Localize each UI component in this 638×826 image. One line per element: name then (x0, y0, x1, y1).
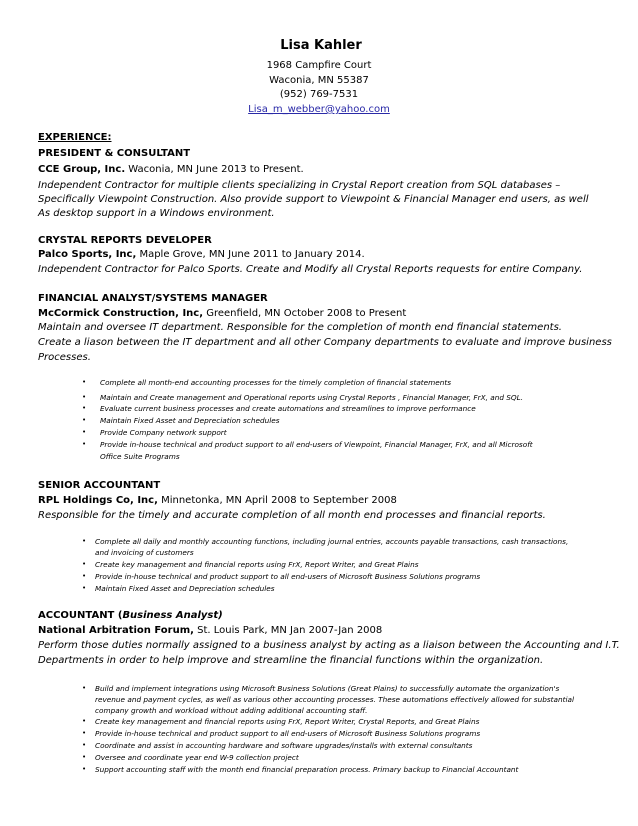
bullet-icon: • (82, 717, 87, 725)
bullet-item: Provide in-house technical and product support to all end-users of Microsoft Business Solutions programs (95, 572, 481, 581)
job-company: CCE Group, Inc. (38, 164, 126, 175)
job-company: RPL Holdings Co, Inc, (38, 495, 158, 506)
job-description: Specifically Viewpoint Construction. Also provide support to Viewpoint & Financial Manager end users, as well (38, 194, 589, 205)
bullet-item: Complete all month-end accounting processes for the timely completion of financial statements (100, 378, 452, 387)
job-description: Perform those duties normally assigned to a business analyst by acting as a liaison between the Accounting and I.T. (38, 640, 620, 651)
job-description: Processes. (38, 352, 91, 363)
job-title-italic: Business Analyst) (122, 610, 223, 621)
job-description: Maintain and oversee IT department. Responsible for the completion of month end financial statements. (38, 322, 562, 333)
bullet-icon: • (82, 428, 87, 436)
bullet-item: Provide in-house technical and product support to all end-users of Viewpoint, Financial Manager, FrX, and all Microsoft (100, 440, 533, 449)
email-line (0, 104, 638, 115)
bullet-item: Evaluate current business processes and create automations and streamlines to improve performance (100, 404, 476, 413)
job-company: McCormick Construction, Inc, (38, 308, 204, 319)
phone-line: (952) 769-7531 (279, 89, 359, 100)
bullet-item: Build and implement integrations using Microsoft Business Solutions (Great Plains) to successfully automate the organization's (95, 684, 560, 693)
job-title-text: ACCOUNTANT ( (38, 610, 123, 621)
bullet-item-continued: and invoicing of customers (95, 548, 194, 557)
job-title: FINANCIAL ANALYST/SYSTEMS MANAGER (38, 293, 268, 304)
address-line: 1968 Campfire Court (266, 60, 372, 71)
bullet-icon: • (82, 378, 87, 386)
bullet-icon: • (82, 560, 87, 568)
bullet-item: Create key management and financial reports using FrX, Report Writer, and Great Plains (95, 560, 419, 569)
bullet-item-continued: revenue and payment cycles, as well as various other accounting processes. These automations effectively allowed for substantial (95, 695, 574, 704)
bullet-icon: • (82, 729, 87, 737)
experience-heading: EXPERIENCE: (38, 132, 112, 143)
job-details: Waconia, MN June 2013 to Present. (125, 164, 304, 175)
job-description: Departments in order to help improve and streamline the financial functions within the organization. (38, 655, 544, 666)
bullet-icon: • (82, 440, 87, 448)
email-link[interactable]: Lisa_m_webber@yahoo.com (248, 104, 390, 115)
bullet-item: Coordinate and assist in accounting hardware and software upgrades/installs with external consultants (95, 741, 473, 750)
bullet-item: Provide Company network support (100, 428, 227, 437)
job-company-line (38, 163, 304, 176)
job-company-line (38, 624, 382, 637)
bullet-icon: • (82, 741, 87, 749)
job-title: CRYSTAL REPORTS DEVELOPER (38, 235, 212, 246)
bullet-icon: • (82, 416, 87, 424)
bullet-icon: • (82, 404, 87, 412)
job-company-line (38, 494, 397, 507)
job-details: St. Louis Park, MN Jan 2007-Jan 2008 (193, 625, 383, 636)
job-title: SENIOR ACCOUNTANT (38, 480, 161, 491)
bullet-item: Provide in-house technical and product support to all end-users of Microsoft Business Solutions programs (95, 729, 481, 738)
job-description: Independent Contractor for multiple clients specializing in Crystal Report creation from SQL databases – (38, 180, 561, 191)
bullet-item: Oversee and coordinate year end W-9 collection project (95, 753, 299, 762)
bullet-item: Complete all daily and monthly accounting functions, including journal entries, accounts payable transactions, cash transactions, (95, 537, 569, 546)
job-description: Responsible for the timely and accurate completion of all month end processes and financial reports. (38, 510, 546, 521)
bullet-icon: • (82, 537, 87, 545)
bullet-item: Maintain Fixed Asset and Depreciation schedules (95, 584, 275, 593)
bullet-icon: • (82, 572, 87, 580)
job-title: PRESIDENT & CONSULTANT (38, 148, 191, 159)
job-company: National Arbitration Forum, (38, 625, 194, 636)
job-details: Minnetonka, MN April 2008 to September 2008 (157, 495, 397, 506)
job-details: Greenfield, MN October 2008 to Present (203, 308, 407, 319)
bullet-icon: • (82, 765, 87, 773)
bullet-icon: • (82, 584, 87, 592)
bullet-item: Create key management and financial reports using FrX, Report Writer, Crystal Reports, and Great Plains (95, 717, 480, 726)
job-company-line (38, 248, 365, 261)
bullet-icon: • (82, 753, 87, 761)
job-title (38, 609, 223, 622)
candidate-name: Lisa Kahler (280, 38, 362, 53)
job-company: Palco Sports, Inc, (38, 249, 137, 260)
job-description: Create a liason between the IT department and all other Company departments to evaluate and improve business (38, 337, 612, 348)
bullet-item-continued: Office Suite Programs (100, 452, 180, 461)
bullet-icon: • (82, 684, 87, 692)
bullet-item: Maintain Fixed Asset and Depreciation schedules (100, 416, 280, 425)
city-line: Waconia, MN 55387 (269, 75, 369, 86)
bullet-icon: • (82, 393, 87, 401)
job-description: As desktop support in a Windows environment. (38, 208, 275, 219)
bullet-item-continued: company growth and workload without adding additional accounting staff. (95, 706, 368, 715)
bullet-item: Maintain and Create management and Operational reports using Crystal Reports , Financial Manager, FrX, and SQL. (100, 393, 524, 402)
job-description: Independent Contractor for Palco Sports. Create and Modify all Crystal Reports requests for entire Company. (38, 264, 583, 275)
job-details: Maple Grove, MN June 2011 to January 2014. (136, 249, 365, 260)
bullet-item: Support accounting staff with the month end financial preparation process. Primary backup to Financial Accountant (95, 765, 519, 774)
job-company-line (38, 307, 406, 320)
